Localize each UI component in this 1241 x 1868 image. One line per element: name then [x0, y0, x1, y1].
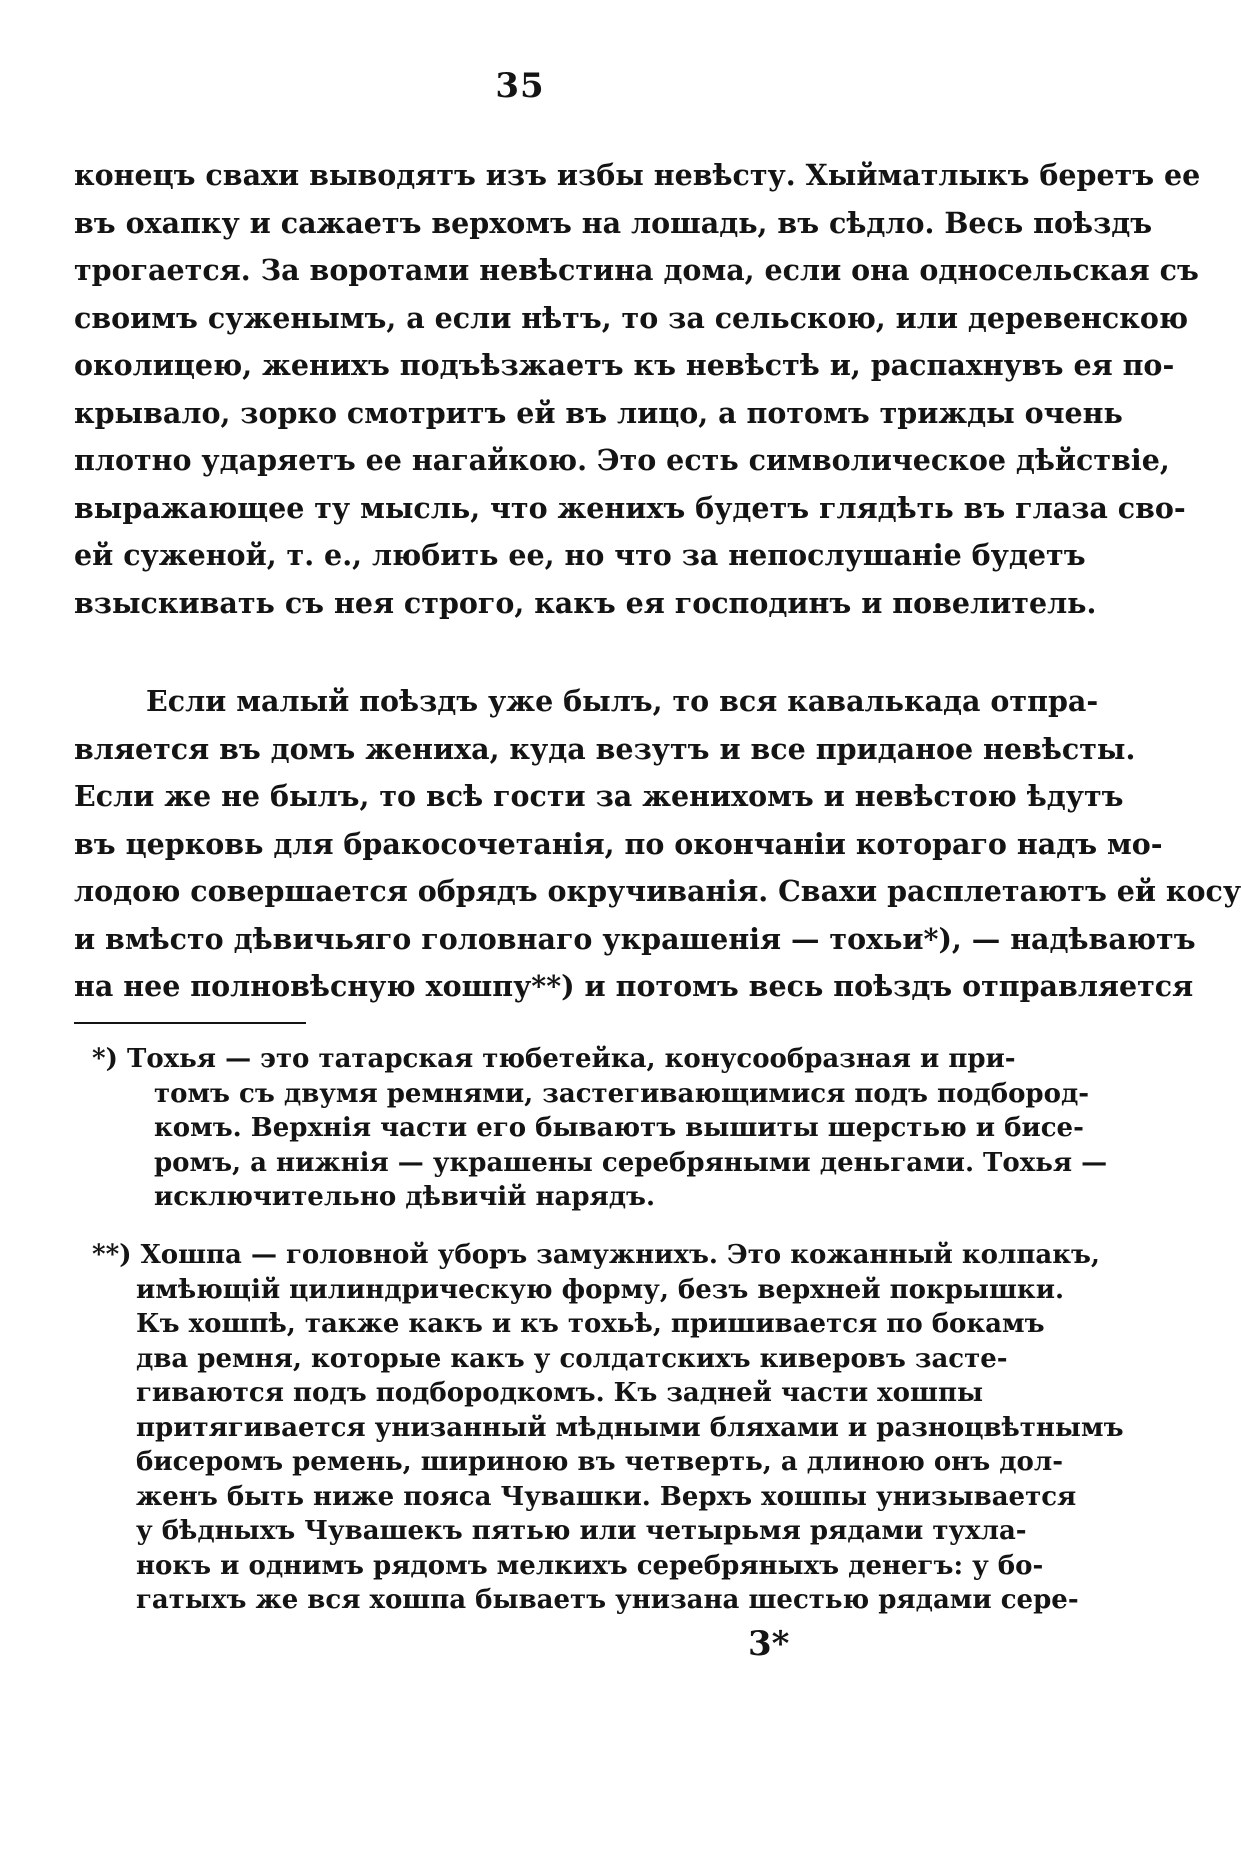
footnote-line: нокъ и однимъ рядомъ мелкихъ серебряныхъ денегъ: у бо- [136, 1550, 1044, 1581]
footnote-line: имѣющій цилиндрическую форму, безъ верхней покрышки. [136, 1274, 1065, 1305]
footnote-line: притягивается унизанный мѣдными бляхами и разноцвѣтнымъ [136, 1412, 1124, 1443]
footnote-1 [92, 1042, 1108, 1215]
text-line: выражающее ту мысль, что женихъ будетъ глядѣть въ глаза сво- [74, 490, 1186, 525]
footnote-marker: *) [92, 1044, 118, 1074]
text-line: Если малый поѣздъ уже былъ, то вся кавалькада отпра- [146, 684, 1099, 718]
footnote-line: бисеромъ ремень, шириною въ четверть, а длиною онъ дол- [136, 1447, 1063, 1477]
footnote-line: исключительно дѣвичій нарядъ. [154, 1182, 656, 1212]
footnote-line: гиваются подъ подбородкомъ. Къ задней части хошпы [136, 1378, 984, 1408]
text-line: вляется въ домъ жениха, куда везутъ и все приданое невѣсты. [74, 731, 1136, 766]
footnote-line: у бѣдныхъ Чувашекъ пятью или четырьмя рядами тухла- [136, 1516, 1027, 1546]
paragraph-2 [74, 678, 1241, 1011]
paragraph-1 [74, 152, 1201, 627]
text-line: и вмѣсто дѣвичьяго головнаго украшенія — тохьи*), — надѣваютъ [74, 921, 1196, 956]
text-line: конецъ свахи выводятъ изъ избы невѣсту. Хыйматлыкъ беретъ ее [74, 158, 1201, 192]
footnote-text: Хошпа — головной уборъ замужнихъ. Это кожанный колпакъ, [140, 1240, 1100, 1270]
text-line: ей суженой, т. е., любить ее, но что за непослушаніе будетъ [74, 538, 1086, 572]
text-line: лодою совершается обрядъ окручиванія. Свахи расплетаютъ ей косу [74, 874, 1241, 908]
text-line: трогается. За воротами невѣстина дома, если она односельская съ [74, 253, 1199, 287]
text-line: въ церковь для бракосочетанія, по окончаніи котораго надъ мо- [74, 826, 1163, 861]
signature-mark: 3* [748, 1624, 790, 1664]
text-line: своимъ суженымъ, а если нѣтъ, то за сельскою, или деревенскою [74, 300, 1189, 335]
footnote-2 [92, 1238, 1124, 1618]
text-line: на нее полновѣсную хошпу**) и потомъ весь поѣздъ отправляется [74, 969, 1194, 1003]
footnote-marker: **) [92, 1240, 132, 1270]
footnote-line: гатыхъ же вся хошпа бываетъ унизана шестью рядами сере- [136, 1585, 1079, 1615]
footnote-line: Къ хошпѣ, также какъ и къ тохьѣ, пришивается по бокамъ [136, 1309, 1045, 1339]
text-line: въ охапку и сажаетъ верхомъ на лошадь, въ сѣдло. Весь поѣздъ [74, 205, 1153, 240]
text-line: взыскивать съ нея строго, какъ ея господинъ и повелитель. [74, 585, 1097, 620]
text-line: Если же не былъ, то всѣ гости за женихомъ и невѣстою ѣдутъ [74, 779, 1124, 813]
footnote-line: женъ быть ниже пояса Чувашки. Верхъ хошпы унизывается [136, 1481, 1077, 1512]
footnote-line: ромъ, а нижнія — украшены серебряными деньгами. Тохья — [154, 1147, 1108, 1178]
page-number: 35 [495, 66, 545, 106]
text-line: крывало, зорко смотритъ ей въ лицо, а потомъ трижды очень [74, 395, 1123, 430]
text-line: околицею, женихъ подъѣзжаетъ къ невѣстѣ и, распахнувъ ея по- [74, 348, 1175, 382]
text-line: плотно ударяетъ ее нагайкою. Это есть символическое дѣйствіе, [74, 443, 1170, 477]
footnote-line [92, 1238, 1100, 1273]
footnote-separator [74, 1022, 306, 1024]
footnote-line: два ремня, которые какъ у солдатскихъ киверовъ засте- [136, 1343, 1008, 1374]
footnote-line: томъ съ двумя ремнями, застегивающимися подъ подбород- [154, 1078, 1090, 1109]
footnote-text: Тохья — это татарская тюбетейка, конусообразная и при- [126, 1044, 1016, 1074]
footnote-line [92, 1042, 1016, 1077]
footnote-line: комъ. Верхнія части его бываютъ вышиты шерстью и бисе- [154, 1113, 1084, 1143]
